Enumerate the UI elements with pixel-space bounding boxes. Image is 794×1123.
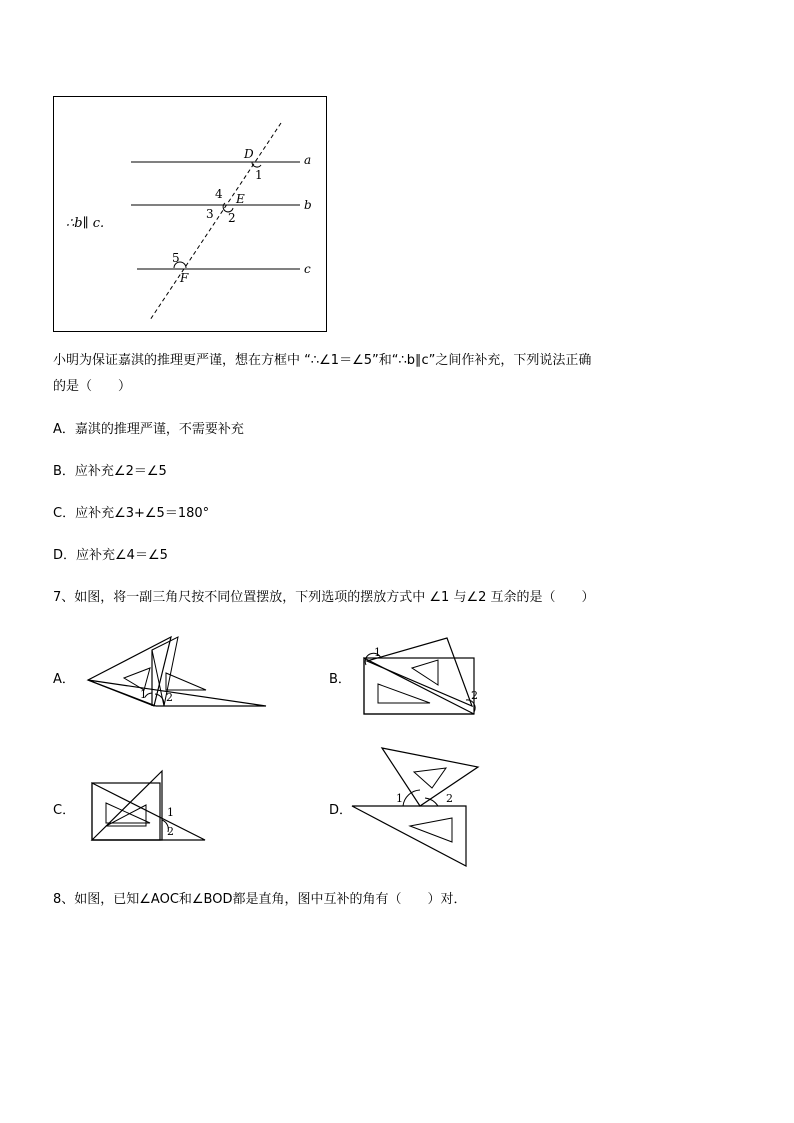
point-label-D: D (244, 147, 254, 161)
q7-option-b-letter[interactable]: B． (329, 672, 351, 687)
q6-stem-line1: 小明为保证嘉淇的推理更严谨，想在方框中 “∴∠1＝∠5”和“∴b∥c”之间作补充，下列说法正确 (53, 353, 592, 368)
angle-label-4: 4 (215, 187, 223, 201)
angle-label-2: 2 (228, 211, 236, 225)
option-text: 应补充∠3+∠5＝180° (75, 506, 210, 521)
angle-label-3: 3 (206, 207, 214, 221)
figure-d-angle-2: 2 (446, 792, 453, 805)
figure-a-set-squares (88, 637, 266, 706)
figure-c-angle-1: 1 (167, 806, 174, 819)
option-letter: C． (53, 506, 76, 521)
q7-option-c-letter[interactable]: C． (53, 803, 76, 818)
figure-c-angle-2: 2 (167, 825, 174, 838)
line-label-a: a (304, 153, 312, 167)
line-label-b: b (304, 198, 312, 212)
figure-d-angle-1: 1 (396, 792, 403, 805)
line-label-c: c (304, 262, 311, 276)
option-text: 嘉淇的推理严谨，不需要补充 (74, 422, 244, 437)
figure-b-angle-2: 2 (471, 689, 478, 702)
figure-a-angle-2: 2 (166, 691, 173, 704)
figure-c-set-squares (92, 771, 205, 840)
option-text: 应补充∠2＝∠5 (74, 464, 167, 479)
option-letter: B． (53, 464, 75, 479)
q6-stem-line2: 的是（ ） (53, 379, 132, 394)
figure-b-angle-1: 1 (374, 646, 381, 659)
point-label-F: F (180, 271, 189, 285)
point-label-E: E (236, 192, 245, 206)
option-letter: D． (53, 548, 77, 563)
option-letter: A． (53, 422, 75, 437)
q7-option-d-letter[interactable]: D． (329, 803, 353, 818)
q7-option-a-letter[interactable]: A． (53, 672, 75, 687)
figure-a-angle-1: 1 (140, 688, 147, 701)
figure-d-set-squares (352, 748, 478, 866)
conclusion-text: ∴b∥ c. (66, 216, 105, 231)
angle-label-1: 1 (255, 168, 263, 182)
angle-label-5: 5 (172, 251, 180, 265)
q8-stem: 8、如图，已知∠AOC和∠BOD都是直角，图中互补的角有（ ）对． (53, 892, 467, 907)
option-text: 应补充∠4＝∠5 (76, 548, 168, 563)
q7-stem: 7、如图，将一副三角尺按不同位置摆放，下列选项的摆放方式中 ∠1 与∠2 互余的是（ ） (53, 590, 595, 605)
